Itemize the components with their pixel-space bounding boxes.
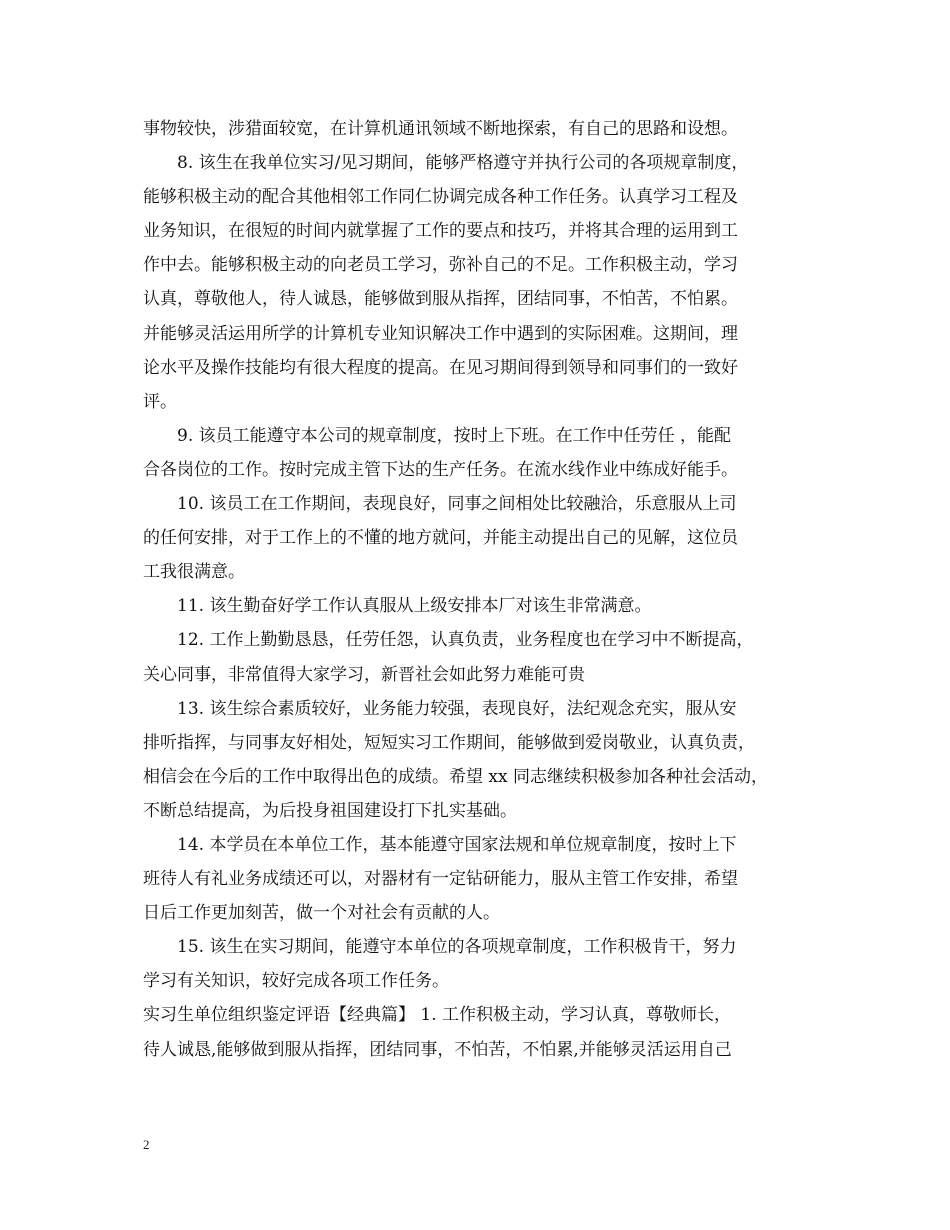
text-line: 的任何安排，对于工作上的不懂的地方就问，并能主动提出自己的见解，这位员: [143, 528, 738, 549]
text-line: 工我很满意。: [143, 562, 245, 583]
text-line: 论水平及操作技能均有很大程度的提高。在见习期间得到领导和同事们的一致好: [143, 357, 738, 378]
text-line: 实习生单位组织鉴定评语【经典篇】 1. 工作积极主动，学习认真，尊敬师长，: [143, 1005, 732, 1026]
text-line: 8. 该生在我单位实习/见习期间，能够严格遵守并执行公司的各项规章制度，: [177, 153, 749, 174]
text-line: 并能够灵活运用所学的计算机专业知识解决工作中遇到的实际困难。这期间，理: [143, 323, 738, 344]
text-line: 14. 本学员在本单位工作，基本能遵守国家法规和单位规章制度，按时上下: [177, 834, 737, 855]
text-line: 认真，尊敬他人，待人诚恳，能够做到服从指挥，团结同事，不怕苦，不怕累。: [143, 289, 738, 310]
text-line: 9. 该员工能遵守本公司的规章制度，按时上下班。在工作中任劳任 ，能配: [177, 425, 732, 446]
text-line: 12. 工作上勤勤恳恳，任劳任怨，认真负责，业务程度也在学习中不断提高，: [177, 630, 754, 651]
text-line: 日后工作更加刻苦，做一个对社会有贡献的人。: [143, 903, 500, 924]
text-line: 11. 该生勤奋好学工作认真服从上级安排本厂对该生非常满意。: [177, 596, 652, 617]
text-line: 不断总结提高，为后投身祖国建设打下扎实基础。: [143, 800, 517, 821]
text-line: 相信会在今后的工作中取得出色的成绩。希望 xx 同志继续积极参加各种社会活动，: [143, 766, 768, 787]
text-line: 事物较快，涉猎面较宽，在计算机通讯领域不断地探索，有自己的思路和设想。: [143, 119, 738, 139]
text-line: 班待人有礼业务成绩还可以，对器材有一定钻研能力，服从主管工作安排，希望: [143, 869, 738, 890]
text-line: 10. 该员工在工作期间，表现良好，同事之间相处比较融洽，乐意服从上司: [177, 494, 737, 515]
text-line: 待人诚恳,能够做到服从指挥，团结同事，不怕苦，不怕累,并能够灵活运用自己: [143, 1039, 732, 1060]
text-line: 学习有关知识，较好完成各项工作任务。: [143, 971, 449, 992]
text-line: 能够积极主动的配合其他相邻工作同仁协调完成各种工作任务。认真学习工程及: [143, 187, 738, 208]
text-line: 关心同事，非常值得大家学习，新晋社会如此努力难能可贵: [143, 664, 585, 685]
text-line: 13. 该生综合素质较好，业务能力较强，表现良好，法纪观念充实，服从安: [177, 698, 737, 719]
page-number: 2: [143, 1137, 150, 1152]
text-line: 合各岗位的工作。按时完成主管下达的生产任务。在流水线作业中练成好能手。: [143, 459, 738, 480]
text-line: 业务知识，在很短的时间内就掌握了工作的要点和技巧，并将其合理的运用到工: [143, 221, 738, 242]
text-line: 评。: [143, 391, 177, 412]
text-line: 作中去。能够积极主动的向老员工学习，弥补自己的不足。工作积极主动，学习: [143, 255, 738, 276]
text-line: 排听指挥，与同事友好相处，短短实习工作期间，能够做到爱岗敬业，认真负责，: [143, 732, 755, 753]
text-line: 15. 该生在实习期间，能遵守本单位的各项规章制度，工作积极肯干，努力: [177, 937, 737, 958]
body-text: [143, 112, 823, 1067]
